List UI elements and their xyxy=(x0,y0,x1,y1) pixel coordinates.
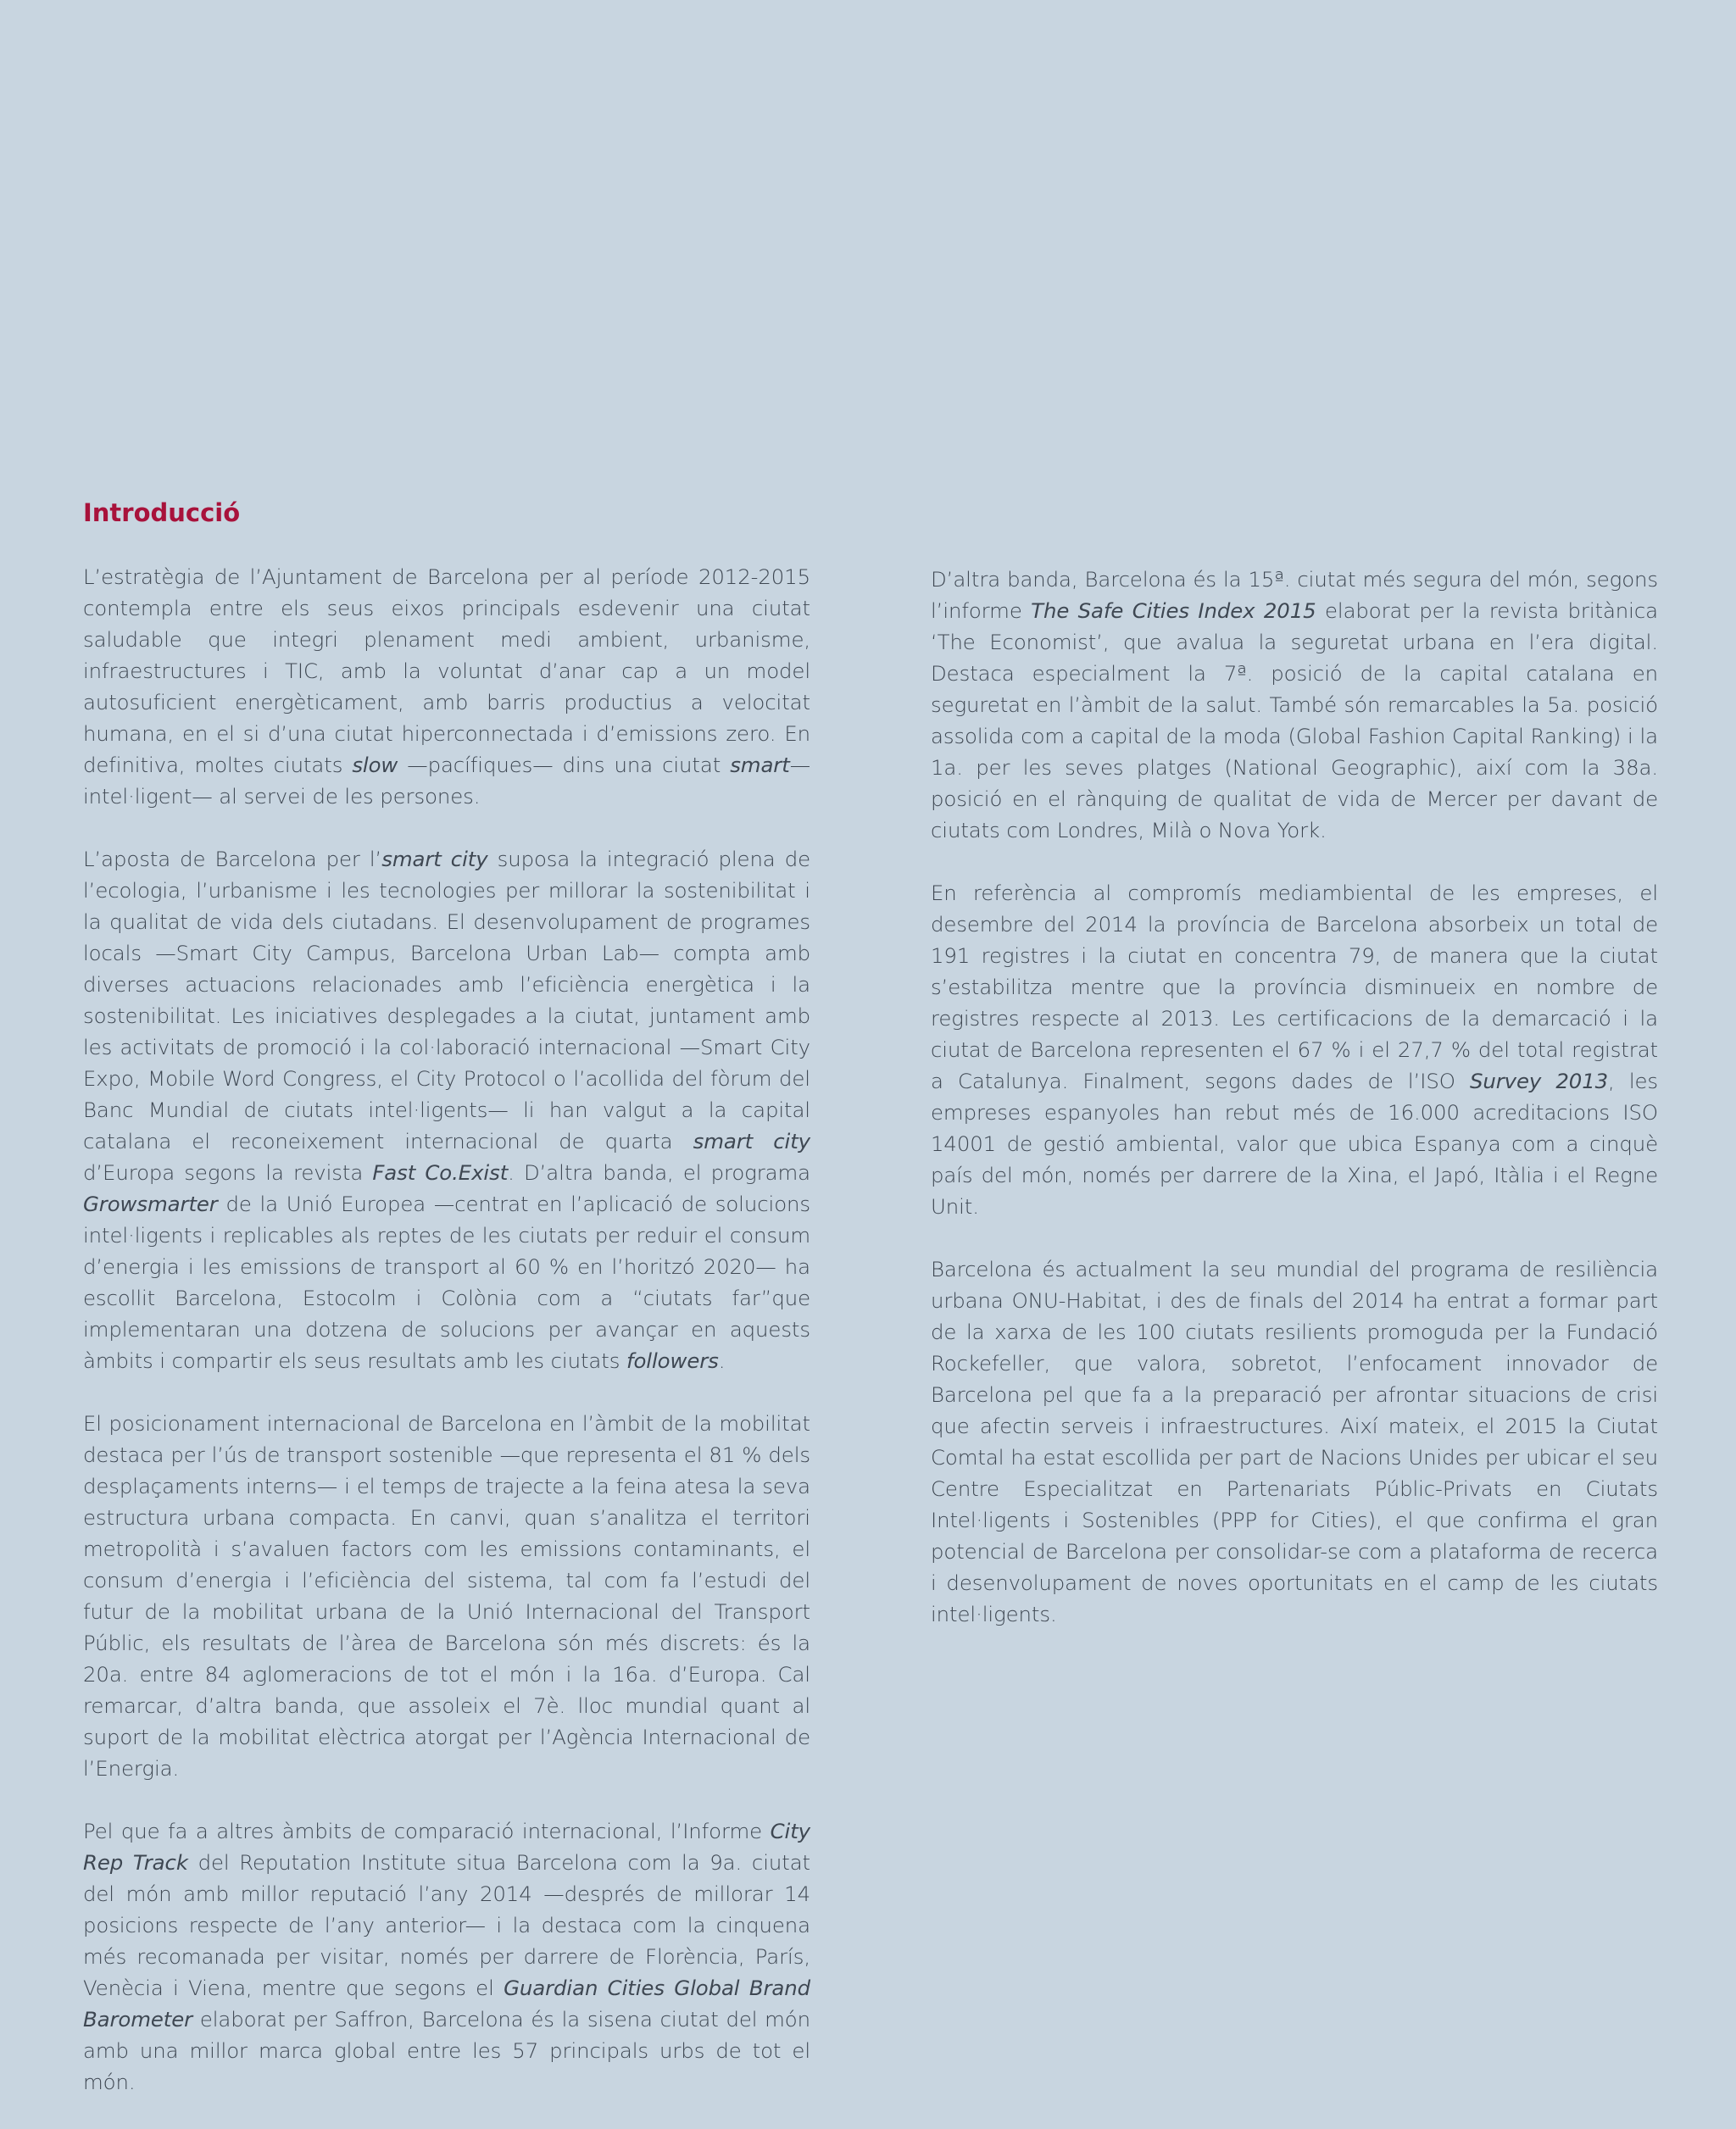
italic-term: The Safe Cities Index 2015 xyxy=(1031,598,1316,623)
paragraph: Pel que fa a altres àmbits de comparació internacional, l’Informe City Rep Track del Reputation Institute situa Barcelona com la 9a. ciutat del món amb millor reputació l’any 2014 —després de millorar 14 posicions respecte de l’any anterior— i la destaca com la cinquena més recomanada per visitar, només per darrere de Florència, París, Venècia i Viena, mentre que segons el Guardian Cities Global Brand Barometer elaborat per Saffron, Barcelona és la sisena ciutat del món amb una millor marca global entre les 57 principals urbs de tot el món. xyxy=(83,1819,811,2094)
paragraph: L’aposta de Barcelona per l’smart city suposa la integració plena de l’ecologia, l’urbanisme i les tecnologies per millorar la sostenibilitat i la qualitat de vida dels ciutadans. El desenvolupament de programes locals —Smart City Campus, Barcelona Urban Lab— compta amb diverses actuacions relacionades amb l’eficiència energètica i la sostenibilitat. Les iniciatives desplegades a la ciutat, juntament amb les activitats de promoció i la col·laboració internacional —Smart City Expo, Mobile Word Congress, el City Protocol o l’acollida del fòrum del Banc Mundial de ciutats intel·ligents— li han valgut a la capital catalana el reconeixement internacional de quarta smart city d’Europa segons la revista Fast Co.Exist. D’altra banda, el programa Growsmarter de la Unió Europea —centrat en l’aplicació de solucions intel·ligents i replicables als reptes de les ciutats per reduir el consum d’energia i les emissions de transport al 60 % en l’horitzó 2020— ha escollit Barcelona, Estocolm i Colònia com a “ciutats far”que implementaran una dotzena de solucions per avançar en aquests àmbits i compartir els seus resultats amb les ciutats followers. xyxy=(83,847,810,1373)
paragraph: Barcelona és actualment la seu mundial del programa de resiliència urbana ONU-Habitat, i des de finals del 2014 ha entrat a formar part de la xarxa de les 100 ciutats resilients promoguda per la Fundació Rockefeller, que valora, sobretot, l’enfocament innovador de Barcelona pel que fa a la preparació per afrontar situacions de crisi que afectin serveis i infraestructures. Així mateix, el 2015 la Ciutat Comtal ha estat escollida per part de Nacions Unides per ubicar el seu Centre Especialitzat en Partenariats Públic-Privats en Ciutats Intel·ligents i Sostenibles (PPP for Cities), el que confirma el gran potencial de Barcelona per consolidar-se com a plataforma de recerca i desenvolupament de noves oportunitats en el camp de les ciutats intel·ligents. xyxy=(931,1257,1658,1626)
italic-term: Guardian Cities Global Brand Barometer xyxy=(83,1976,810,2032)
right-column xyxy=(931,564,1658,1661)
paragraph: D’altra banda, Barcelona és la 15ª. ciutat més segura del món, segons l’informe The Safe Cities Index 2015 elaborat per la revista britànica ‘The Economist’, que avalua la seguretat urbana en l’era digital. Destaca especialment la 7ª. posició de la capital catalana en seguretat en l’àmbit de la salut. També són remarcables la 5a. posició assolida com a capital de la moda (Global Fashion Capital Ranking) i la 1a. per les seves platges (National Geographic), així com la 38a. posició en el rànquing de qualitat de vida de Mercer per davant de ciutats com Londres, Milà o Nova York. xyxy=(931,567,1658,842)
paragraph: En referència al compromís mediambiental de les empreses, el desembre del 2014 la província de Barcelona absorbeix un total de 191 registres i la ciutat en concentra 79, de manera que la ciutat s’estabilitza mentre que la província disminueix en nombre de registres respecte al 2013. Les certificacions de la demarcació i la ciutat de Barcelona representen el 67 % i el 27,7 % del total registrat a Catalunya. Finalment, segons dades de l’ISO Survey 2013, les empreses espanyoles han rebut més de 16.000 acreditacions ISO 14001 de gestió ambiental, valor que ubica Espanya com a cinquè país del món, només per darrere de la Xina, el Japó, Itàlia i el Regne Unit. xyxy=(931,881,1659,1219)
italic-term: slow xyxy=(352,753,398,777)
italic-term: followers xyxy=(626,1348,719,1373)
italic-term: smart xyxy=(730,753,790,777)
italic-term: Fast Co.Exist xyxy=(372,1160,509,1185)
italic-term: smart city xyxy=(381,847,488,871)
paragraph: El posicionament internacional de Barcelona en l’àmbit de la mobilitat destaca per l’ús de transport sostenible —que representa el 81 % dels desplaçaments interns— i el temps de trajecte a la feina atesa la seva estructura urbana compacta. En canvi, quan s’analitza el territori metropolità i s’avaluen factors com les emissions contaminants, el consum d’energia i l’eficiència del sistema, tal com fa l’estudi del futur de la mobilitat urbana de la Unió Internacional del Transport Públic, els resultats de l’àrea de Barcelona són més discrets: és la 20a. entre 84 aglomeracions de tot el món i la 16a. d’Europa. Cal remarcar, d’altra banda, que assoleix el 7è. lloc mundial quant al suport de la mobilitat elèctrica atorgat per l’Agència Internacional de l’Energia. xyxy=(83,1411,810,1781)
section-title: Introducció xyxy=(83,498,241,527)
italic-term: smart city xyxy=(693,1129,810,1153)
left-column xyxy=(83,561,810,2129)
italic-term: Survey 2013 xyxy=(1469,1069,1609,1093)
italic-term: City Rep Track xyxy=(83,1819,810,1875)
italic-term: Growsmarter xyxy=(83,1192,218,1216)
paragraph: L’estratègia de l’Ajuntament de Barcelona per al període 2012-2015 contempla entre els seus eixos principals esdevenir una ciutat saludable que integri plenament medi ambient, urbanisme, infraestructures i TIC, amb la voluntat d’anar cap a un model autosuficient energèticament, amb barris productius a velocitat humana, en el si d’una ciutat hiperconnectada i d’emissions zero. En definitiva, moltes ciutats slow —pacífiques— dins una ciutat smart—intel·ligent— al servei de les persones. xyxy=(83,564,810,809)
